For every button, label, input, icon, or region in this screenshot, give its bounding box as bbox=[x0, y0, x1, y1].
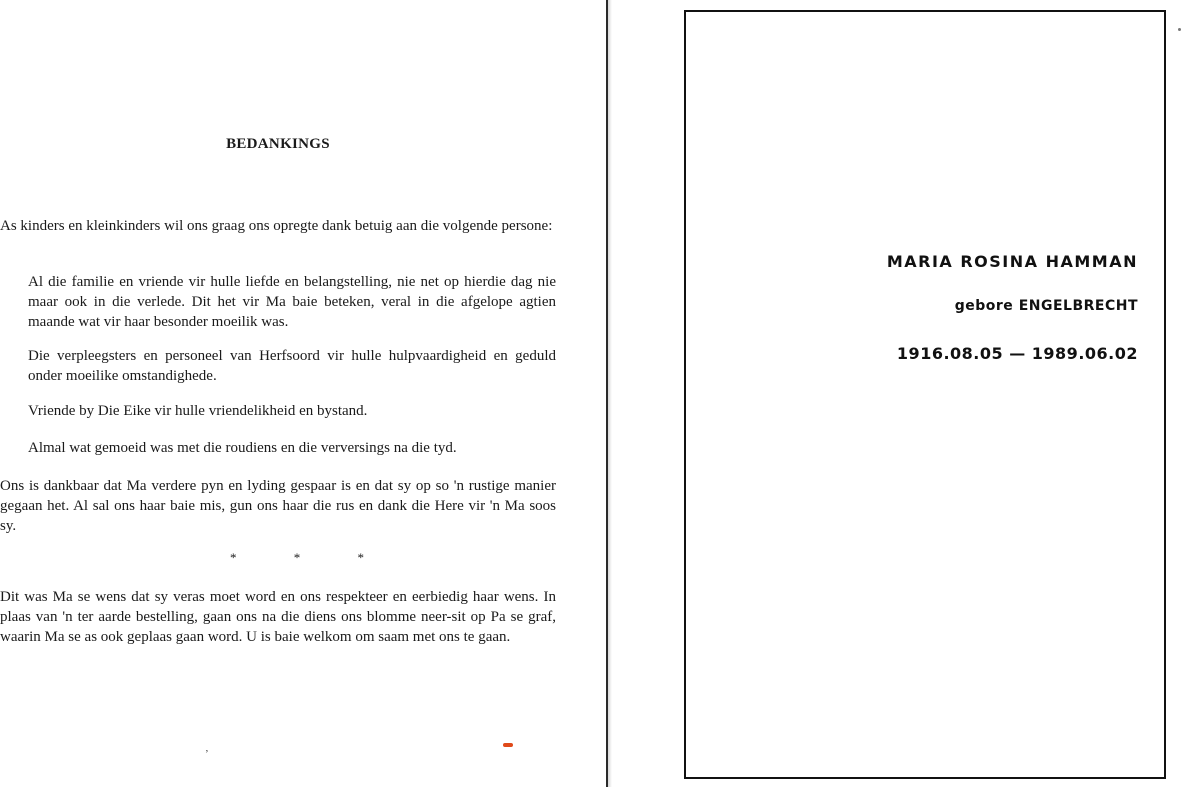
closing-paragraph: Ons is dankbaar dat Ma verdere pyn en lyding gespaar is en dat sy op so 'n rustige manier gegaan het. Al sal ons haar baie mis, gun ons haar die rus en dank die Here vir 'n Ma soos sy. bbox=[0, 478, 556, 534]
memorial-frame bbox=[684, 10, 1166, 779]
thanks-service: Almal wat gemoeid was met die roudiens en die verversings na die tyd. bbox=[28, 440, 457, 456]
deceased-name: MARIA ROSINA HAMMAN bbox=[886, 252, 1138, 271]
page-heading: BEDANKINGS bbox=[226, 136, 330, 152]
thanks-friends: Vriende by Die Eike vir hulle vriendelikheid en bystand. bbox=[28, 403, 368, 419]
red-mark bbox=[503, 743, 513, 747]
maiden-name-line bbox=[700, 298, 1138, 314]
born-label: gebore bbox=[954, 298, 1014, 314]
wish-paragraph: Dit was Ma se wens dat sy veras moet word en ons respekteer en eerbiedig haar wens. In plaas van 'n ter aarde bestelling, gaan ons na die diens ons blomme neer-sit op Pa se graf, waarin Ma se as ook geplaas gaan word. U is baie welkom om saam met ons te gaan. bbox=[0, 589, 556, 645]
intro-paragraph: As kinders en kleinkinders wil ons graag ons opregte dank betuig aan die volgende persone: bbox=[0, 218, 553, 234]
thanks-family: Al die familie en vriende vir hulle liefde en belangstelling, nie net op hierdie dag nie maar ook in die verlede. Dit het vir Ma baie beteken, veral in die afgelope agtien maande wat vir haar besonder moeilik was. bbox=[28, 274, 556, 330]
life-dates: 1916.08.05 — 1989.06.02 bbox=[896, 344, 1138, 363]
maiden-name: ENGELBRECHT bbox=[1018, 298, 1138, 314]
pen-mark: ʼ bbox=[205, 748, 209, 760]
separator-stars: * * * bbox=[230, 550, 391, 565]
corner-dot bbox=[1178, 28, 1181, 31]
thanks-nurses: Die verpleegsters en personeel van Herfsoord vir hulle hulpvaardigheid en geduld onder moeilike omstandighede. bbox=[28, 348, 556, 384]
